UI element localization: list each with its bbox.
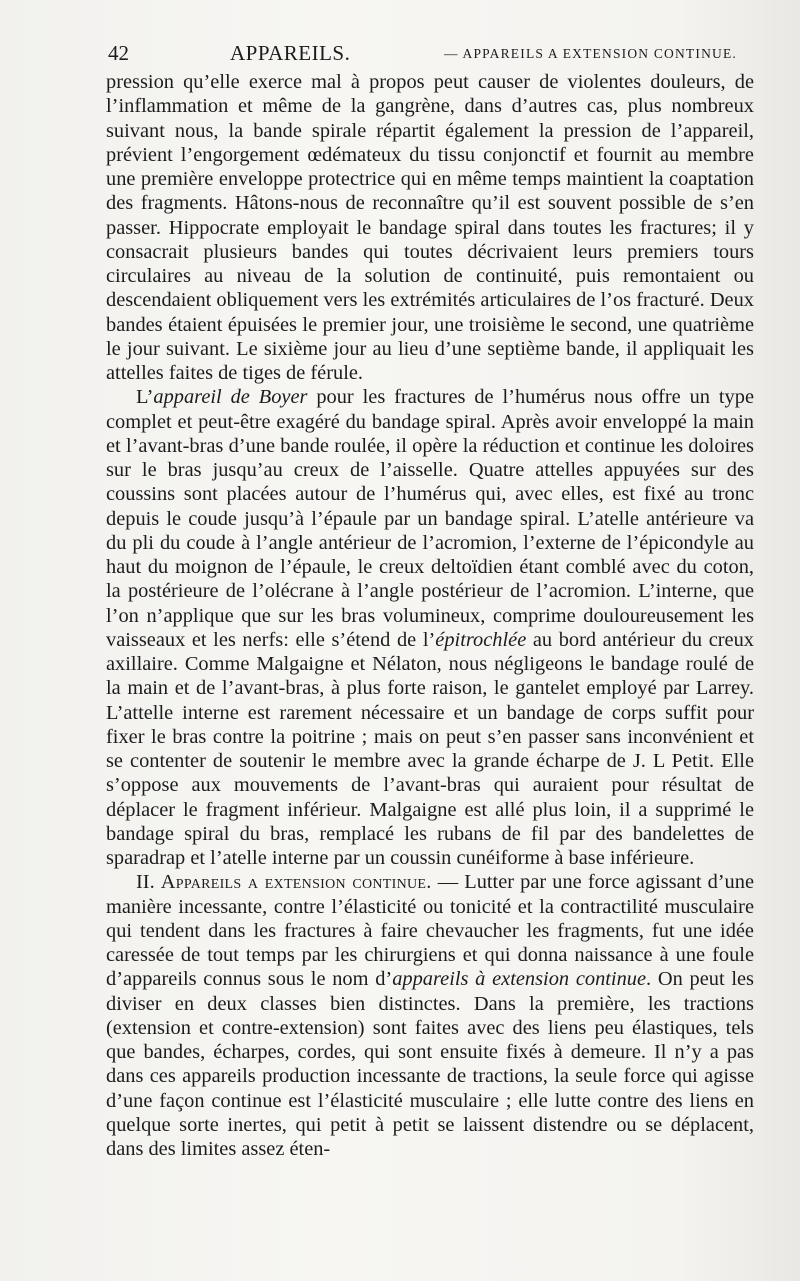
paragraph-1 xyxy=(106,70,754,385)
text-run: pour les fractures de l’humérus nous offre un type complet et peut-être exagéré du bandage spiral. Après avoir enveloppé la main et l’avant-bras d’une bande roulée, il opère la réduction et continue les doloires sur le bras jusqu’au creux de l’aisselle. Quatre attelles appuyées sur des coussins sont placées autour de l’humérus qui, avec elles, est fixé au tronc depuis le coude jusqu’à l’épaule par un bandage spiral. L’atelle antérieure va du pli du coude à l’angle antérieur de l’acromion, l’externe de l’épicondyle au haut du moignon de l’épaule, le creux deltoïdien étant comblé avec du coton, la postérieure de l’olécrane à l’angle postérieur de l’acromion. L’interne, que l’on n’applique que sur les bras volumineux, comprime douloureusement les vaisseaux et les nerfs: elle s’étend de l’ xyxy=(106,386,754,651)
smallcaps-run: Appareils a extension continue. xyxy=(160,871,432,894)
italic-run: appareils à extension continue xyxy=(392,968,647,991)
running-subtitle: — APPAREILS A EXTENSION CONTINUE. xyxy=(444,46,737,61)
text-run: . On peut les diviser en deux classes bien distinctes. Dans la première, les tractions (extension et contre-extension) sont faites avec des liens peu élastiques, tels que bandes, écharpes, cordes, qui sont ensuite fixés à demeure. Il n’y a pas dans ces appareils production incessante de tractions, la seule force qui agisse d’une façon continue est l’élasticité musculaire ; elle lutte contre des liens en quelque sorte inertes, qui petit à petit se laissent distendre ou se déplacent, dans des limites assez éten- xyxy=(106,968,754,1160)
running-header xyxy=(108,38,768,68)
text-run: — Lutter par une force agissant d’une manière incessante, contre l’élasticité ou tonicité et la contractilité musculaire qui tendent dans les fractures à faire chevaucher les fragments, fut une idée caressée de tout temps par les chirurgiens et qui donna naissance à une foule d’appareils connus sous le nom d’ xyxy=(106,871,754,991)
text-run: pression qu’elle exerce mal à propos peut causer de violentes douleurs, de l’inflammation et même de la gangrène, dans d’autres cas, plus nombreux suivant nous, la bande spirale répartit également la pression de l’appareil, prévient l’engorgement œdémateux du tissu conjonctif et fournit au membre une première enveloppe protectrice qui en même temps maintient la coaptation des fragments. Hâtons-nous de reconnaître qu’il est souvent possible de s’en passer. Hippocrate employait le bandage spiral dans toutes les fractures; il y consacrait plusieurs bandes qui toutes décrivaient leurs premiers tours circulaires au niveau de la solution de continuité, puis remontaient ou descendaient obliquement vers les extrémités articulaires de l’os fracturé. Deux bandes étaient épuisées le premier jour, une troisième le second, une quatrième le jour suivant. Le sixième jour au lieu d’une septième bande, il appliquait les attelles faites de tiges de férule. xyxy=(106,71,754,384)
paragraph-3 xyxy=(106,870,754,1161)
page-number: 42 xyxy=(108,41,129,65)
text-run: II. xyxy=(136,871,161,894)
running-title: APPAREILS. xyxy=(230,41,351,65)
italic-run: appareil de Boyer xyxy=(153,386,308,409)
text-run: au bord antérieur du creux axillaire. Comme Malgaigne et Nélaton, nous négligeons le bandage roulé de la main et de l’avant-bras, à plus forte raison, le gantelet employé par Larrey. L’attelle interne est rarement nécessaire et un bandage de corps suffit pour fixer le bras contre la poitrine ; mais on peut s’en passer sans inconvénient et se contenter de soutenir le membre avec la grande écharpe de J. L Petit. Elle s’oppose aux mouvements de l’avant-bras qui auraient pour résultat de déplacer le fragment inférieur. Malgaigne est allé plus loin, il a supprimé le bandage spiral du bras, remplacé les rubans de fil par des bandelettes de sparadrap et l’atelle interne par un coussin cunéiforme à base inférieure. xyxy=(106,628,754,869)
body-text xyxy=(106,70,754,1161)
text-run: L’ xyxy=(136,386,154,409)
italic-run: épitrochlée xyxy=(435,628,527,651)
paragraph-2 xyxy=(106,385,754,870)
